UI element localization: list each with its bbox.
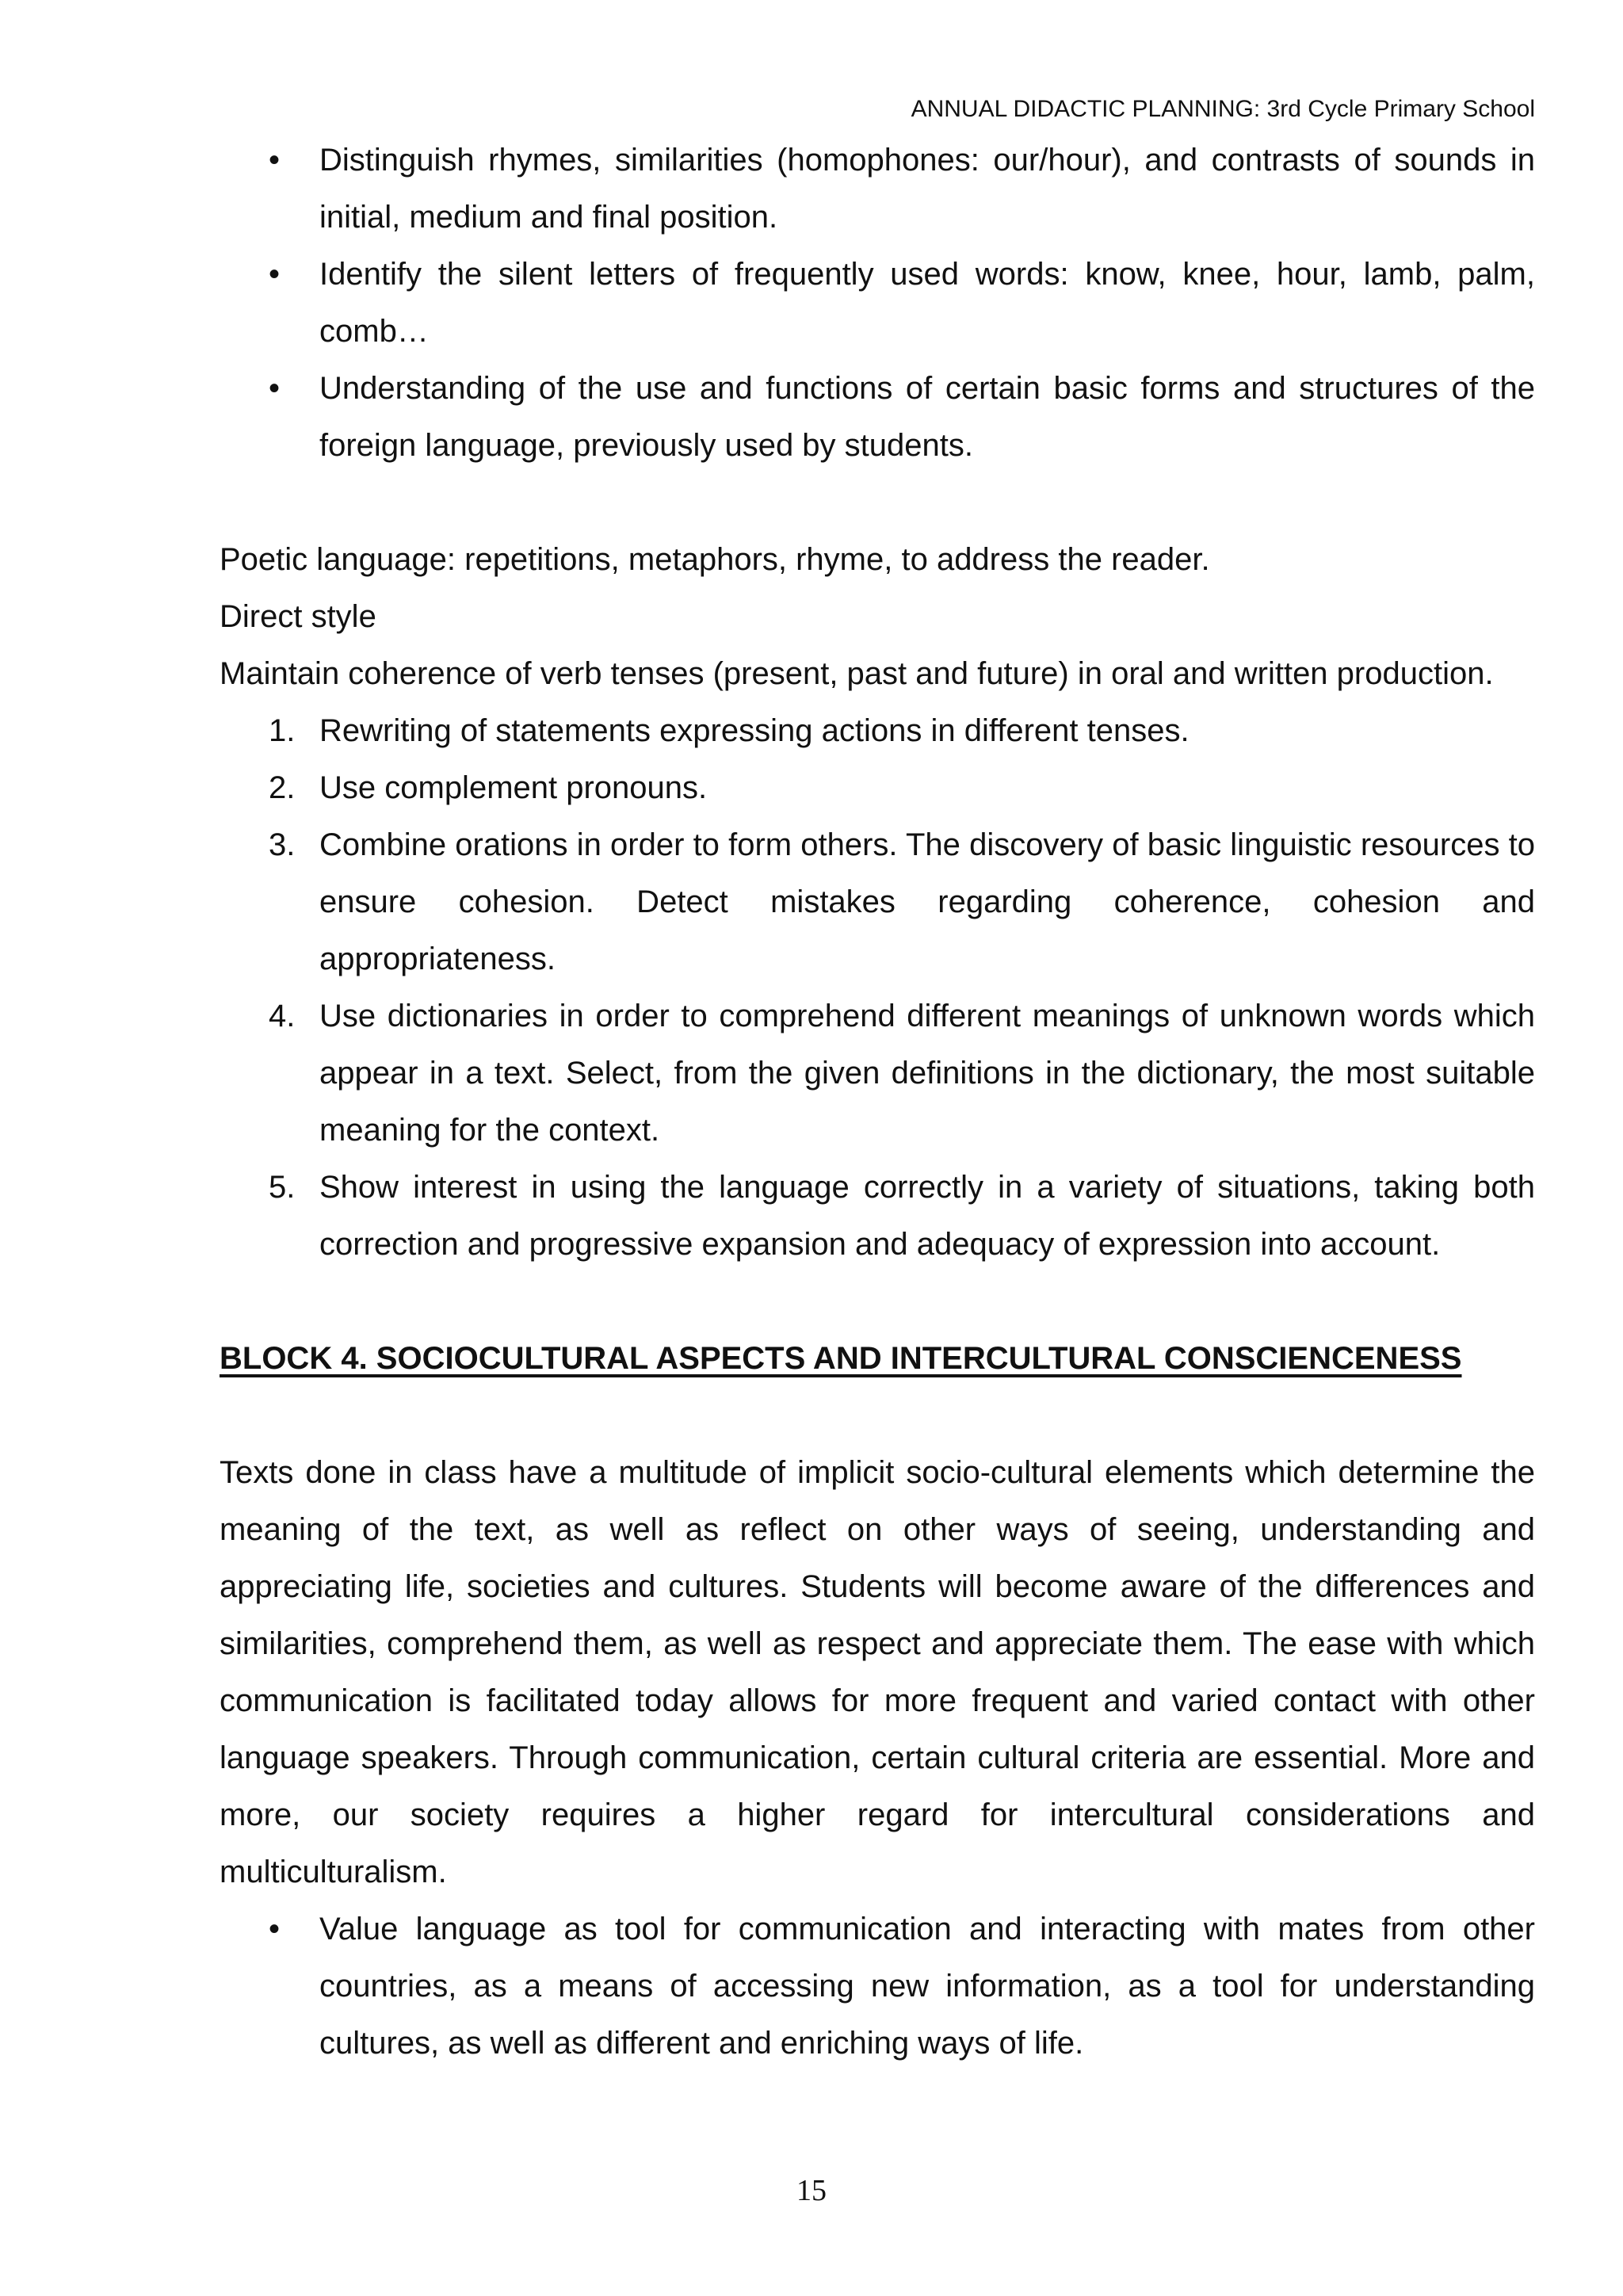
list-item-text: Distinguish rhymes, similarities (homophones: our/hour), and contrasts of sounds in initial, medium and final position.: [319, 143, 1535, 235]
list-item: [220, 132, 1535, 246]
numbered-item: [220, 988, 1535, 1159]
item-number: 3.: [269, 827, 296, 862]
numbered-item: [220, 759, 1535, 816]
numbered-item: [220, 1159, 1535, 1273]
item-number: 1.: [269, 713, 296, 748]
bullet-icon: •: [269, 257, 281, 292]
list-item: [220, 1901, 1535, 2072]
list-item: [220, 246, 1535, 360]
item-number: 2.: [269, 770, 296, 805]
spacer: [220, 474, 1535, 531]
paragraph-direct-style: Direct style: [220, 599, 376, 634]
item-number: 5.: [269, 1170, 296, 1205]
numbered-item-text: Combine orations in order to form others. The discovery of basic linguistic resources to ensure cohesion. Detect mistakes regarding coherence, cohesion and appropriateness.: [319, 827, 1535, 976]
bullet-icon: •: [269, 1912, 281, 1946]
numbered-item-text: Show interest in using the language correctly in a variety of situations, taking both correction and progressive expansion and adequacy of expression into account.: [319, 1170, 1535, 1262]
numbered-item-text: Rewriting of statements expressing actions in different tenses.: [319, 713, 1190, 748]
paragraph-maintain: Maintain coherence of verb tenses (present, past and future) in oral and written production.: [220, 656, 1494, 691]
page-number: 15: [796, 2174, 827, 2207]
page-content: [220, 132, 1535, 2072]
numbered-item: [220, 816, 1535, 988]
list-item-text: Identify the silent letters of frequently used words: know, knee, hour, lamb, palm, comb…: [319, 257, 1535, 349]
section-heading: BLOCK 4. SOCIOCULTURAL ASPECTS AND INTERCULTURAL CONSCIENCENESS: [220, 1341, 1462, 1376]
list-item: [220, 360, 1535, 474]
numbered-item: [220, 702, 1535, 759]
bullet-icon: •: [269, 143, 281, 178]
paragraph-texts: Texts done in class have a multitude of implicit socio-cultural elements which determine the meaning of the text, as well as reflect on other ways of seeing, understanding and appreciating life, societies and cultures. Students will become aware of the differences and similarities, comprehend them, as well as respect and appreciate them. The ease with which communication is facilitated today allows for more frequent and varied contact with other language speakers. Through communication, certain cultural criteria are essential. More and more, our society requires a higher regard for intercultural considerations and multiculturalism.: [220, 1455, 1535, 1889]
list-item-text: Understanding of the use and functions of certain basic forms and structures of the foreign language, previously used by students.: [319, 371, 1535, 463]
spacer: [220, 1273, 1535, 1330]
numbered-item-text: Use dictionaries in order to comprehend different meanings of unknown words which appear in a text. Select, from the given definitions in the dictionary, the most suitable meaning for the context.: [319, 999, 1535, 1148]
spacer: [220, 1387, 1535, 1444]
item-number: 4.: [269, 999, 296, 1033]
bullet-icon: •: [269, 371, 281, 406]
running-header: ANNUAL DIDACTIC PLANNING: 3rd Cycle Primary School: [911, 96, 1535, 122]
list-item-text: Value language as tool for communication and interacting with mates from other countries, as a means of accessing new information, as a tool for understanding cultures, as well as different and enriching ways of life.: [319, 1912, 1535, 2061]
numbered-item-text: Use complement pronouns.: [319, 770, 708, 805]
paragraph-poetic: Poetic language: repetitions, metaphors, rhyme, to address the reader.: [220, 542, 1210, 577]
